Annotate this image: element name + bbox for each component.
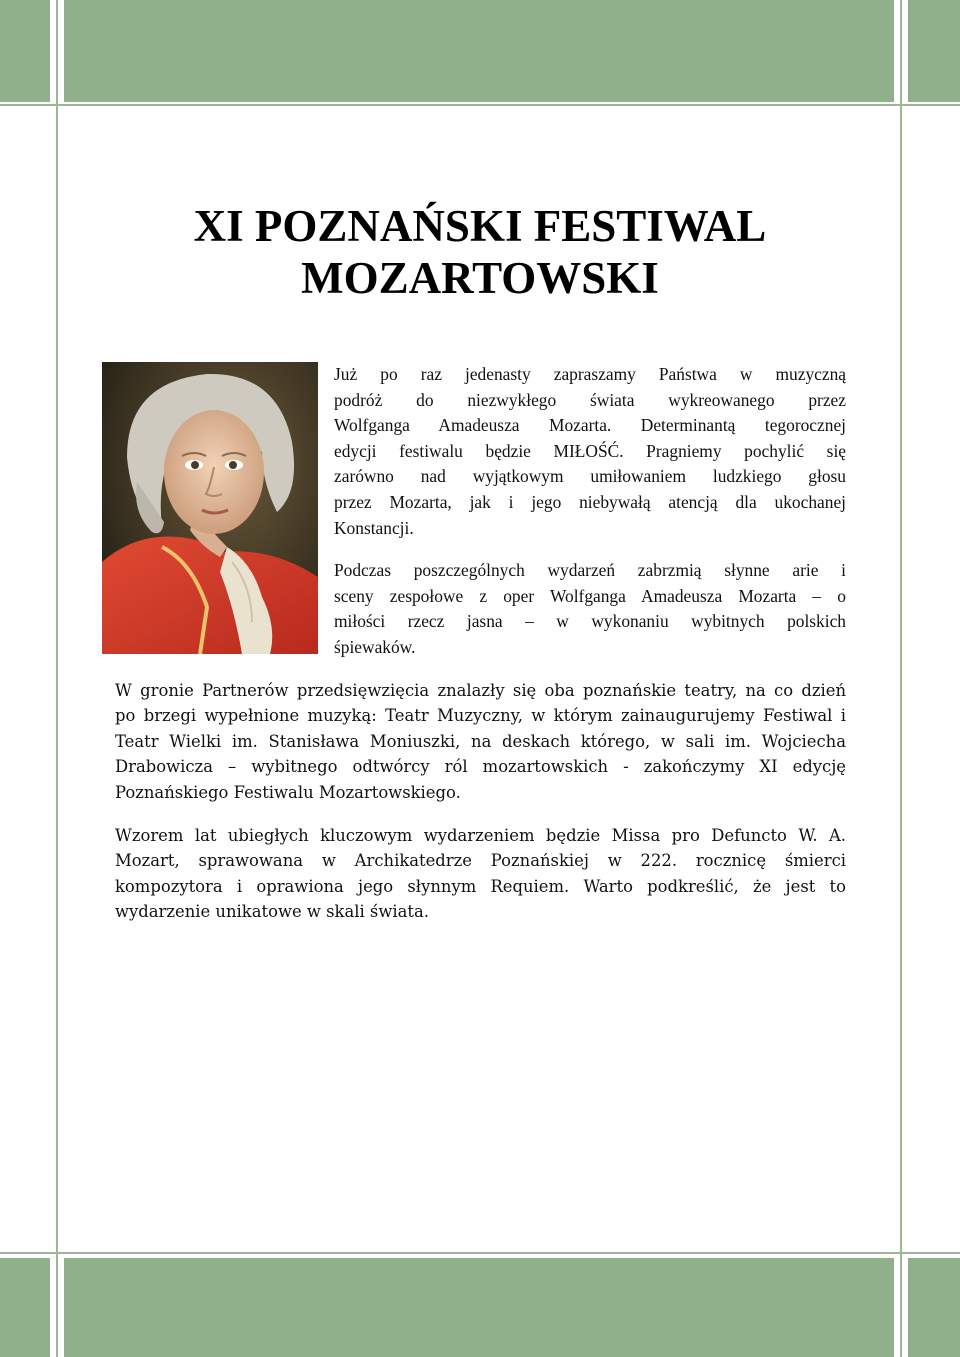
text-line: Konstancji. [334, 517, 414, 538]
text-line: przez Mozarta, jak i jego niebywałą atencją dla ukochanej [334, 491, 846, 512]
text-line: Wolfganga Amadeusza Mozarta. Determinantą tegorocznej [334, 415, 846, 436]
frame-corner-top-left [0, 0, 50, 102]
text-line: edycji festiwalu będzie MIŁOŚĆ. Pragniemy pochylić się [334, 440, 846, 461]
text-line: miłości rzecz jasna – w wykonaniu wybitnych polskich [334, 611, 846, 632]
text-line: Teatr Wielki im. Stanisława Moniuszki, na deskach którego, w sali im. Wojciecha [115, 731, 846, 751]
requiem-paragraph [115, 823, 846, 925]
page-title [62, 200, 898, 304]
frame-band-top [64, 0, 894, 102]
events-paragraph [334, 558, 846, 660]
text-line: sceny zespołowe z oper Wolfganga Amadeusza Mozarta – o [334, 585, 846, 606]
frame-corner-bottom-right [908, 1258, 960, 1357]
frame-corner-top-right [908, 0, 960, 102]
text-line: kompozytora i oprawiona jego słynnym Requiem. Warto podkreślić, że jest to [115, 876, 846, 896]
text-line: Podczas poszczególnych wydarzeń zabrzmią słynne arie i [334, 560, 846, 580]
frame-line-right [900, 0, 902, 1357]
title-line: XI POZNAŃSKI FESTIWAL [193, 201, 767, 251]
text-line: po brzegi wypełnione muzyką: Teatr Muzyczny, w którym zainaugurujemy Festiwal i [115, 706, 846, 726]
text-line: Już po raz jedenasty zapraszamy Państwa w muzyczną [334, 364, 846, 384]
partners-paragraph [115, 678, 846, 805]
text-line: W gronie Partnerów przedsięwzięcia znalazły się oba poznańskie teatry, na co dzień [115, 681, 846, 700]
text-line: zarówno nad wyjątkowym umiłowaniem ludzkiego głosu [334, 466, 846, 487]
frame-line-left [56, 0, 58, 1357]
intro-paragraph [334, 362, 846, 541]
text-line: Poznańskiego Festiwalu Mozartowskiego. [115, 782, 461, 802]
text-line: Drabowicza – wybitnego odtwórcy ról mozartowskich - zakończymy XI edycję [115, 757, 846, 777]
text-line: Mozart, sprawowana w Archikatedrze Poznańskiej w 222. rocznicę śmierci [115, 851, 846, 871]
text-line: wydarzenie unikatowe w skali świata. [115, 902, 429, 922]
title-line: MOZARTOWSKI [301, 253, 659, 303]
frame-corner-bottom-left [0, 1258, 50, 1357]
frame-line-top [0, 104, 960, 106]
text-line: śpiewaków. [334, 636, 416, 657]
text-line: podróż do niezwykłego świata wykreowanego przez [334, 389, 846, 410]
frame-line-bottom [0, 1252, 960, 1254]
frame-band-bottom [64, 1258, 894, 1357]
mozart-portrait [102, 362, 318, 654]
text-line: Wzorem lat ubiegłych kluczowym wydarzeniem będzie Missa pro Defuncto W. A. [115, 826, 846, 845]
portrait-image [102, 362, 318, 654]
